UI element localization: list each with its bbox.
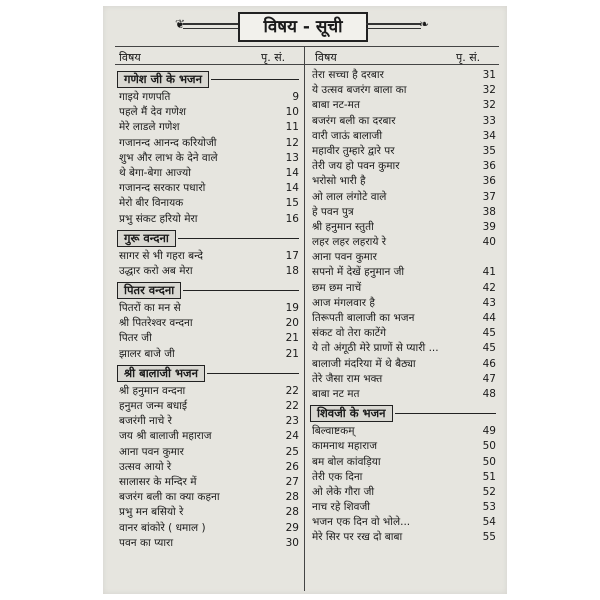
toc-entry[interactable] (115, 90, 301, 105)
entry-page-number: 32 (482, 84, 496, 97)
entry-title: पितर जी (119, 332, 152, 345)
entry-title: सालासर के मन्दिर में (119, 475, 197, 488)
entry-page-number: 40 (482, 236, 496, 249)
entry-title: लहर लहर लहराये रे (312, 236, 387, 249)
entry-title: सपनो में देखें हनुमान जी (312, 266, 405, 279)
entry-page-number: 36 (482, 175, 496, 188)
toc-entry[interactable] (115, 166, 301, 181)
entry-title: थे बेगा-बेगा आज्यो (119, 166, 191, 179)
entry-page-number: 55 (482, 531, 496, 544)
entry-title: बिल्वाष्टकम् (312, 425, 355, 438)
toc-entry[interactable] (308, 83, 498, 98)
toc-entry[interactable] (115, 536, 301, 551)
toc-entry[interactable] (115, 399, 301, 414)
entry-title: उद्धार करो अब मेरा (119, 264, 193, 277)
entry-page-number: 33 (482, 114, 496, 127)
entry-title: गजानन्द आनन्द करियोजी (119, 136, 217, 149)
toc-entry[interactable] (308, 455, 498, 470)
entry-title: भरोसो भारी है (312, 175, 366, 188)
entry-page-number: 47 (482, 372, 496, 385)
section-heading (115, 281, 301, 299)
entry-page-number: 41 (482, 266, 496, 279)
entry-page-number: 22 (285, 400, 299, 412)
toc-entry[interactable] (308, 281, 498, 296)
entry-title: पितरों का मन से (119, 302, 181, 315)
toc-entry[interactable] (115, 521, 301, 536)
right-column (308, 68, 498, 546)
entry-title: उत्सव आयो रे (119, 460, 172, 473)
entry-page-number: 22 (285, 384, 299, 397)
entry-page-number: 32 (482, 99, 496, 112)
entry-page-number: 44 (482, 312, 496, 324)
entry-title: बाबा नट मत (312, 387, 360, 400)
left-subject-header: विषय (119, 51, 141, 64)
entry-title: हनुमत जन्म बधाई (119, 400, 188, 412)
entry-title: आना पवन कुमार (119, 445, 184, 458)
entry-page-number: 31 (482, 69, 496, 81)
entry-page-number: 24 (285, 430, 299, 443)
section-heading-rule (211, 79, 299, 80)
entry-title: बम बोल कांवड़िया (312, 455, 381, 468)
toc-entry[interactable] (308, 205, 498, 220)
toc-entry[interactable] (115, 181, 301, 196)
entry-page-number: 9 (292, 91, 299, 103)
entry-title: पवन का प्यारा (119, 536, 174, 549)
entry-page-number: 48 (482, 387, 496, 400)
entry-title: तेरा सच्चा है दरबार (312, 69, 384, 81)
entry-page-number: 53 (482, 501, 496, 514)
entry-page-number: 45 (482, 342, 496, 355)
entry-page-number: 16 (285, 212, 299, 225)
section-heading-rule (395, 413, 496, 414)
entry-title: प्रभु मन बसियो रे (119, 506, 184, 519)
toc-entry[interactable] (308, 265, 498, 280)
toc-entry[interactable] (115, 264, 301, 279)
entry-title: पहले मैं देव गणेश (119, 106, 187, 119)
entry-title: गाइये गणपति (119, 91, 171, 103)
entry-title: बालाजी मंदरिया में थे बैठ्या (312, 357, 416, 370)
toc-entry[interactable] (308, 235, 498, 250)
entry-title: बजरंग बली का दरबार (312, 114, 396, 127)
section-heading-rule (183, 290, 299, 291)
entry-page-number: 21 (285, 332, 299, 345)
toc-entry[interactable] (115, 105, 301, 120)
toc-entry[interactable] (308, 424, 498, 439)
toc-entry[interactable] (115, 445, 301, 460)
entry-title: ओ लाल लंगोटे वाले (312, 190, 387, 203)
entry-page-number: 27 (285, 475, 299, 488)
toc-entry[interactable] (115, 505, 301, 520)
entry-title: बजरंग बली का क्या कहना (119, 491, 220, 504)
entry-page-number: 28 (285, 506, 299, 519)
entry-title: झालर बाजे जी (119, 347, 175, 360)
toc-entry[interactable] (115, 331, 301, 346)
entry-page-number: 23 (285, 415, 299, 428)
entry-title: श्री हनुमान स्तुती (312, 220, 374, 233)
entry-title: आना पवन कुमार (312, 251, 377, 264)
header-top-rule (115, 46, 499, 47)
toc-entry[interactable] (115, 460, 301, 475)
toc-entry[interactable] (308, 387, 498, 402)
entry-page-number: 14 (285, 166, 299, 179)
toc-entry[interactable] (115, 490, 301, 505)
entry-page-number: 51 (482, 470, 496, 483)
entry-title: नाच रहे शिवजी (312, 501, 370, 514)
entry-page-number: 45 (482, 327, 496, 340)
section-heading-label: शिवजी के भजन (310, 405, 393, 422)
entry-title: बजरंगी नाचे रे (119, 415, 172, 428)
toc-entry[interactable] (115, 347, 301, 362)
title-area (103, 12, 507, 42)
entry-page-number: 15 (285, 197, 299, 210)
right-page-header: पृ. सं. (456, 51, 481, 64)
entry-title: ये उत्सव बजरंग बाला का (312, 84, 407, 97)
entry-page-number: 13 (285, 151, 299, 164)
entry-title: सागर से भी गहरा बन्दे (119, 249, 203, 262)
entry-title: गजानन्द सरकार पधारो (119, 182, 206, 195)
entry-page-number: 30 (285, 536, 299, 549)
header-bottom-rule (115, 64, 499, 65)
entry-page-number: 35 (482, 144, 496, 157)
entry-title: तेरी एक दिना (312, 470, 363, 483)
toc-entry[interactable] (308, 470, 498, 485)
entry-page-number: 26 (285, 460, 299, 473)
toc-entry[interactable] (115, 249, 301, 264)
column-divider (304, 46, 305, 591)
toc-entry[interactable] (308, 98, 498, 113)
toc-entry[interactable] (115, 151, 301, 166)
title-ornament-right: ❧ (366, 23, 421, 29)
entry-page-number: 14 (285, 182, 299, 195)
entry-page-number: 20 (285, 317, 299, 330)
toc-entry[interactable] (115, 301, 301, 316)
entry-page-number: 11 (285, 121, 299, 134)
toc-entry[interactable] (308, 341, 498, 356)
entry-page-number: 46 (482, 357, 496, 370)
toc-entry[interactable] (308, 311, 498, 326)
toc-entry[interactable] (308, 357, 498, 372)
toc-entry[interactable] (115, 120, 301, 135)
entry-title: कामनाथ महाराज (312, 440, 378, 453)
section-heading-rule (178, 238, 299, 239)
section-heading-label: श्री बालाजी भजन (117, 365, 205, 382)
section-heading-label: गुरू वन्दना (117, 230, 176, 247)
toc-entry[interactable] (115, 212, 301, 227)
entry-page-number: 34 (482, 129, 496, 142)
entry-page-number: 50 (482, 440, 496, 453)
entry-page-number: 10 (285, 106, 299, 119)
entry-title: आज मंगलवार है (312, 296, 375, 309)
entry-page-number: 12 (285, 136, 299, 149)
entry-title: श्री हनुमान वन्दना (119, 384, 186, 397)
toc-entry[interactable] (308, 220, 498, 235)
entry-page-number: 36 (482, 160, 496, 173)
entry-title: मेरो बीर विनायक (119, 197, 184, 210)
toc-entry[interactable] (115, 475, 301, 490)
title-ornament-left: ❦ (183, 23, 238, 29)
entry-page-number: 50 (482, 455, 496, 468)
entry-title: वारी जाऊं बालाजी (312, 129, 383, 142)
section-heading-label: गणेश जी के भजन (117, 71, 209, 88)
entry-page-number: 29 (285, 521, 299, 534)
entry-page-number: 28 (285, 491, 299, 504)
entry-page-number: 38 (482, 205, 496, 218)
entry-page-number: 49 (482, 425, 496, 438)
toc-entry[interactable] (115, 316, 301, 331)
entry-page-number: 43 (482, 296, 496, 309)
entry-title: ये तो अंगूठी मेरे प्राणों से प्यारी ... (312, 342, 439, 355)
section-heading (308, 404, 498, 422)
toc-entry[interactable] (115, 414, 301, 429)
entry-title: मेरे सिर पर रख दो बाबा (312, 531, 403, 544)
toc-entry[interactable] (308, 144, 498, 159)
entry-title: संकट वो तेरा काटेंगे (312, 327, 387, 340)
toc-entry[interactable] (308, 372, 498, 387)
toc-entry[interactable] (308, 68, 498, 83)
entry-title: प्रभु संकट हरियो मेरा (119, 212, 198, 225)
toc-entry[interactable] (308, 129, 498, 144)
entry-page-number: 54 (482, 516, 496, 529)
entry-title: ओ लेके गौरा जी (312, 485, 375, 498)
entry-title: महावीर तुम्हारे द्वारे पर (312, 144, 395, 157)
entry-page-number: 52 (482, 485, 496, 498)
entry-title: वानर बांकोरे ( धमाल ) (119, 521, 206, 534)
entry-page-number: 19 (285, 302, 299, 315)
entry-title: भजन एक दिन वो भोले... (312, 516, 411, 529)
entry-title: जय श्री बालाजी महाराज (119, 430, 212, 443)
toc-entry[interactable] (308, 190, 498, 205)
toc-entry[interactable] (308, 530, 498, 545)
toc-entry[interactable] (308, 485, 498, 500)
toc-entry[interactable] (308, 439, 498, 454)
entry-title: श्री पितरेश्वर वन्दना (119, 317, 193, 330)
entry-title: हे पवन पुत्र (312, 205, 354, 218)
section-heading (115, 364, 301, 382)
entry-page-number: 21 (285, 347, 299, 360)
entry-title: शुभ और लाभ के देने वाले (119, 151, 218, 164)
entry-page-number: 37 (482, 190, 496, 203)
book-page (103, 6, 507, 594)
toc-entry[interactable] (115, 429, 301, 444)
entry-title: छम छम नाचें (312, 281, 362, 294)
section-heading (115, 229, 301, 247)
entry-page-number: 42 (482, 281, 496, 294)
entry-title: मेरे लाडले गणेश (119, 121, 180, 134)
entry-title: तिरूपती बालाजी का भजन (312, 312, 415, 324)
section-heading-rule (207, 373, 299, 374)
section-heading (115, 70, 301, 88)
toc-entry[interactable] (308, 114, 498, 129)
entry-title: तेरी जय हो पवन कुमार (312, 160, 400, 173)
left-column (115, 68, 301, 551)
entry-page-number: 17 (285, 249, 299, 262)
left-page-header: पृ. सं. (261, 51, 286, 64)
entry-title: बाबा नट-मत (312, 99, 360, 112)
toc-entry[interactable] (115, 196, 301, 211)
entry-page-number: 18 (285, 264, 299, 277)
page-title: विषय - सूची (238, 12, 368, 42)
toc-entry[interactable] (308, 296, 498, 311)
right-subject-header: विषय (315, 51, 337, 64)
section-heading-label: पितर वन्दना (117, 282, 181, 299)
toc-entry[interactable] (308, 159, 498, 174)
toc-entry[interactable] (115, 384, 301, 399)
toc-entry[interactable] (115, 136, 301, 151)
toc-entry[interactable] (308, 515, 498, 530)
entry-page-number: 39 (482, 220, 496, 233)
toc-entry[interactable] (308, 174, 498, 189)
entry-title: तेरे जैसा राम भक्त (312, 372, 383, 385)
toc-entry[interactable] (308, 326, 498, 341)
toc-entry[interactable] (308, 500, 498, 515)
entry-page-number: 25 (285, 445, 299, 458)
toc-entry[interactable] (308, 250, 498, 265)
